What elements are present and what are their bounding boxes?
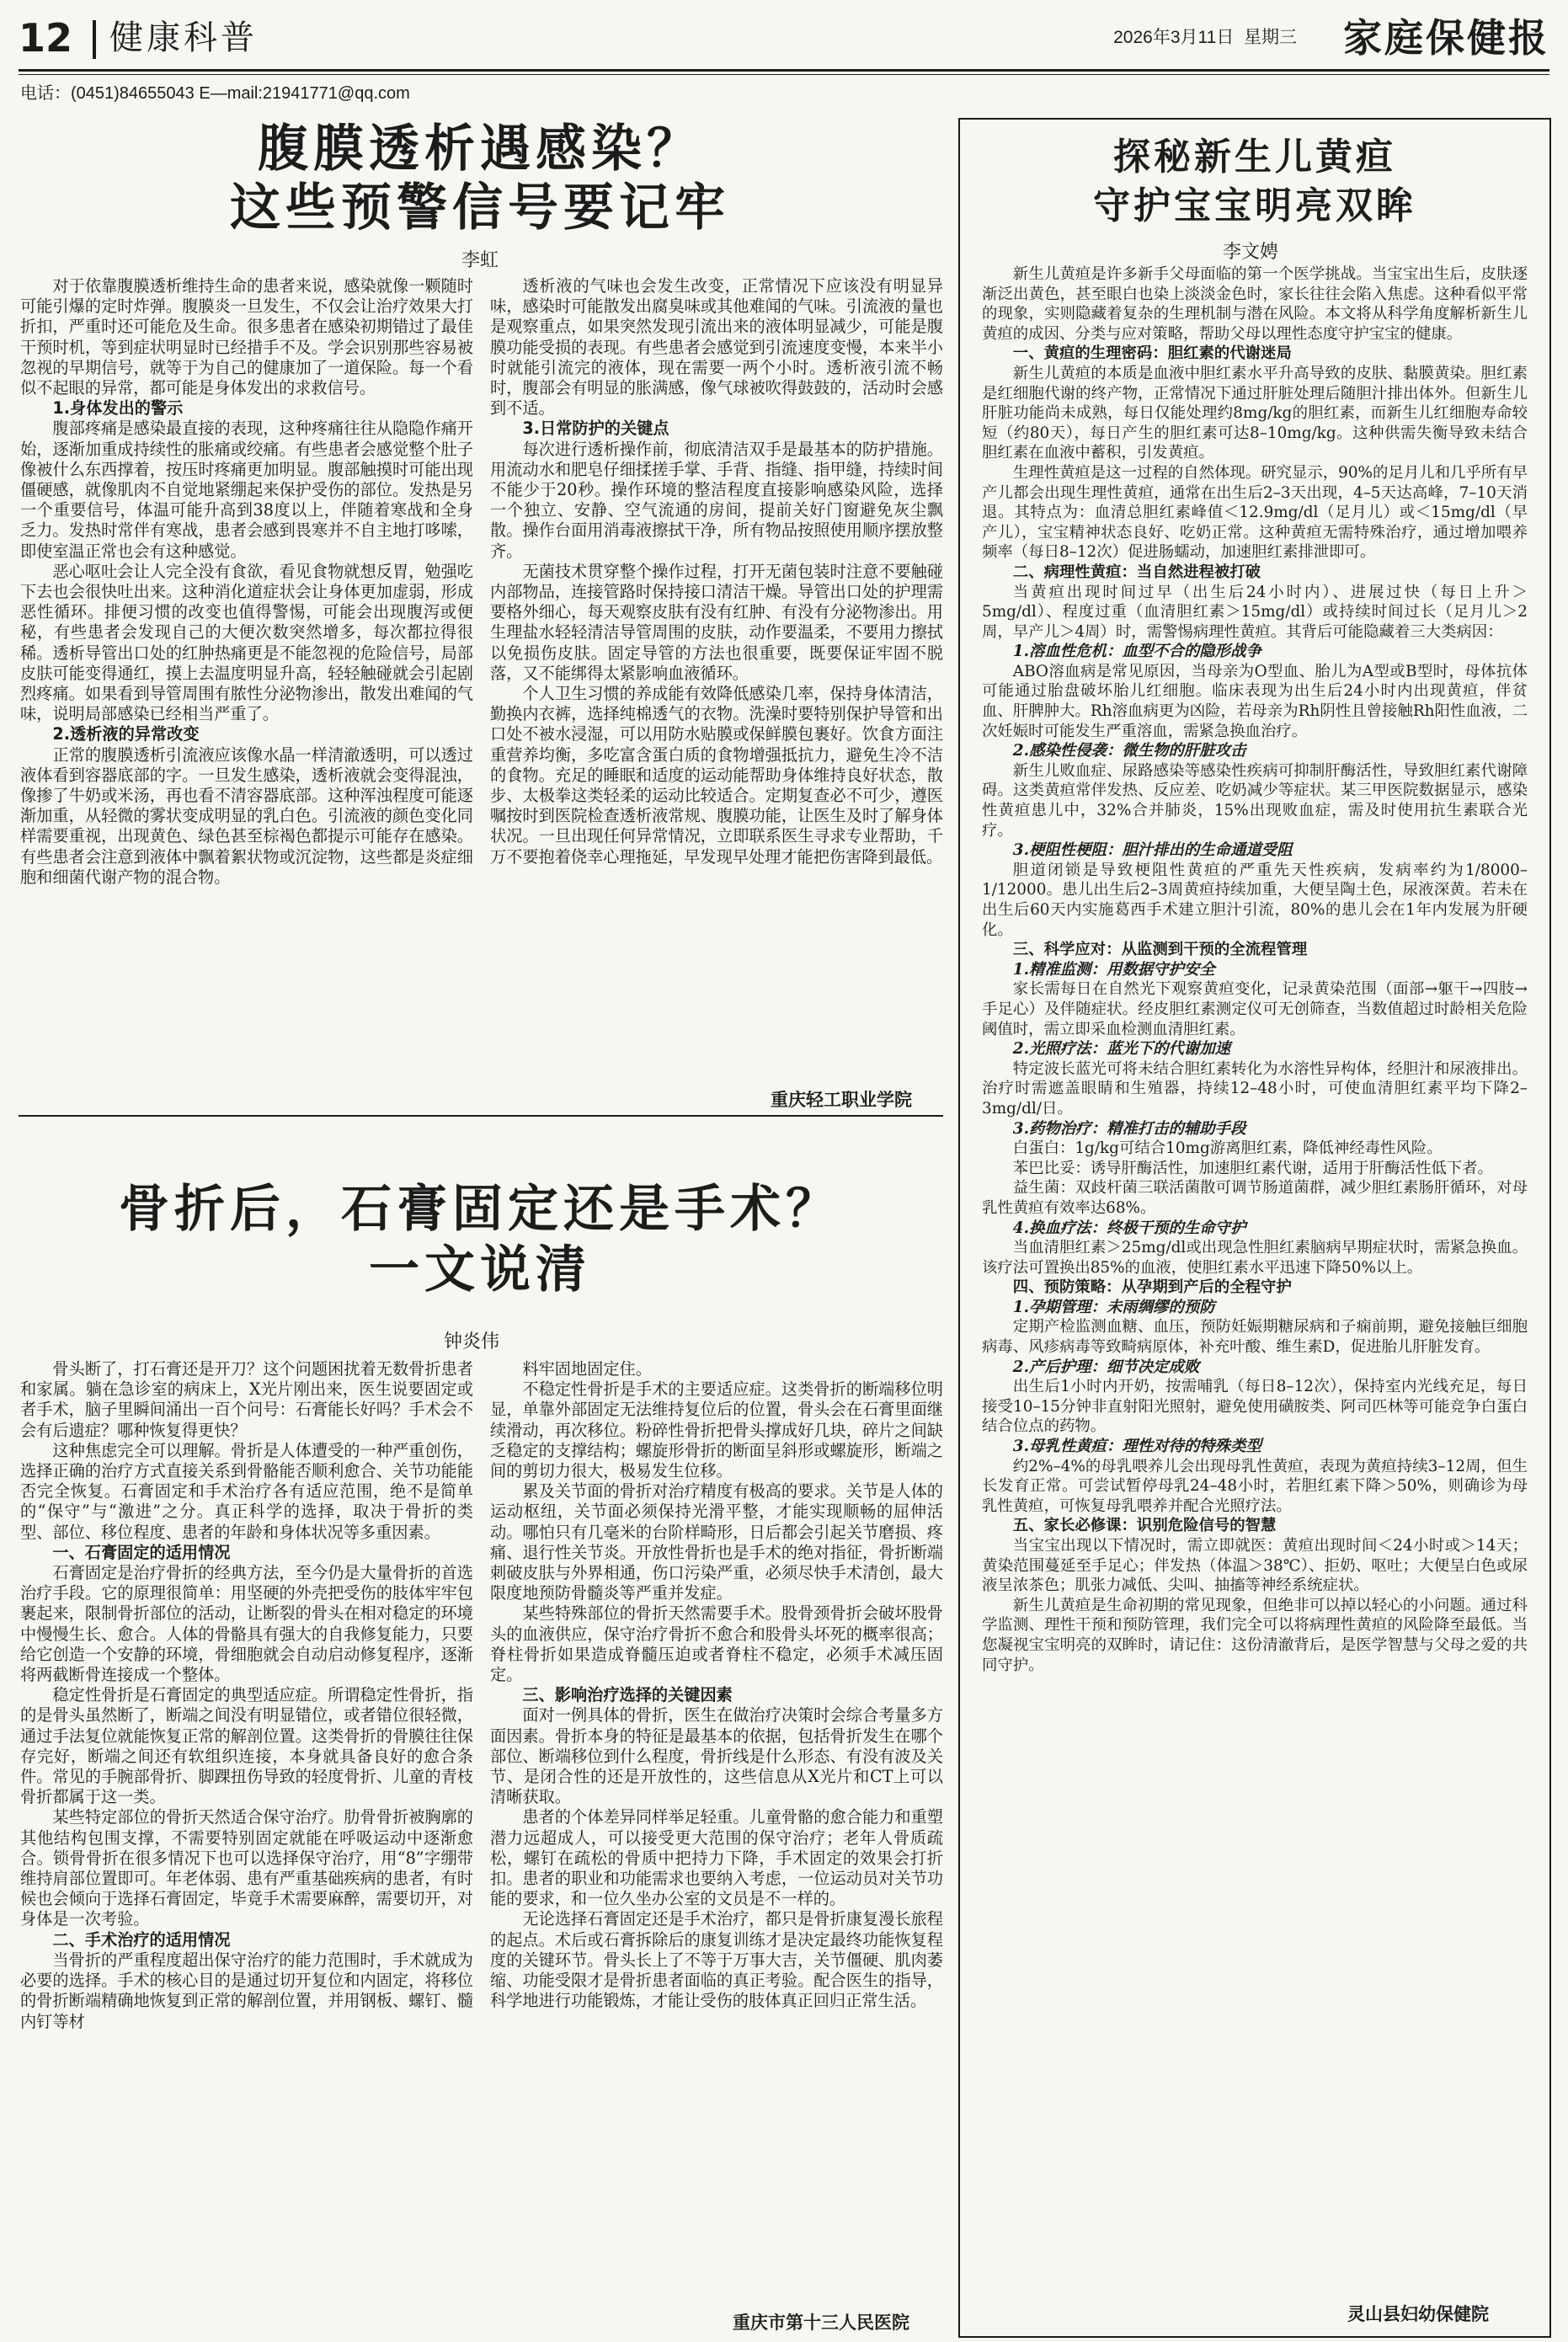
paragraph: 当宝宝出现以下情况时，需立即就医：黄疸出现时间＜24小时或＞14天；黄染范围蔓延至手足心；伴发热（体温＞38℃）、拒奶、呕吐；大便呈白色或尿液呈浓茶色；肌张力减低、尖叫、抽搐等神经系统症状。 [982, 1537, 1528, 1595]
article1-title-line2: 这些预警信号要记牢 [230, 179, 730, 237]
paragraph: 白蛋白：1g/kg可结合10mg游离胆红素，降低神经毒性风险。 [1012, 1139, 1443, 1158]
article2-title [25, 1179, 935, 1300]
subheading: 2.光照疗法：蓝光下的代谢加速 [1012, 1040, 1231, 1059]
subheading: 3.日常防护的关键点 [522, 419, 669, 439]
header-rule-thick [19, 69, 1549, 72]
subheading: 1.身体发出的警示 [52, 398, 184, 419]
article1-affiliation: 重庆轻工职业学院 [771, 1090, 912, 1110]
subheading: 一、石膏固定的适用情况 [52, 1542, 231, 1562]
page-number: 12 [19, 15, 73, 61]
paragraph: 苯巴比妥：诱导肝酶活性，加速胆红素代谢，适用于肝酶活性低下者。 [1012, 1159, 1493, 1177]
subheading: 3.药物治疗：精准打击的辅助手段 [1012, 1119, 1246, 1138]
issue-date [1113, 24, 1297, 49]
subheading: 二、手术治疗的适用情况 [52, 1929, 231, 1950]
paragraph: 稳定性骨折是石膏固定的典型适应症。所谓稳定性骨折，指的是骨头虽然断了，断端之间没有明显错位，或者错位很轻微，通过手法复位就能恢复正常的解剖位置。这类骨折的骨膜往往保存完好，断端之间还有软组织连接，本身就具备良好的愈合条件。常见的手腕部骨折、脚踝扭伤导致的轻度骨折、儿童的青枝骨折都属于这一类。 [20, 1685, 473, 1807]
subheading: 二、病理性黄疸：当自然进程被打破 [1012, 563, 1261, 581]
subheading: 五、家长必修课：识别危险信号的智慧 [1012, 1517, 1277, 1535]
contact-line: 电话：(0451)84655043 E—mail:21941771@qq.com [20, 84, 410, 103]
paragraph: 患者的个体差异同样举足轻重。儿童骨骼的愈合能力和重塑潜力远超成人，可以接受更大范围的保守治疗；老年人骨质疏松，螺钉在疏松的骨质中把持力下降，手术固定的效果会打折扣。患者的职业和功能需求也要纳入考虑，一位运动员对关节功能的要求，和一位久坐办公室的文员是不一样的。 [490, 1807, 943, 1909]
paragraph: 料牢固地固定住。 [522, 1359, 652, 1379]
subheading: 三、影响治疗选择的关键因素 [522, 1685, 733, 1705]
subheading: 一、黄疸的生理密码：胆红素的代谢迷局 [1012, 344, 1292, 363]
paragraph: 新生儿黄疸的本质是血液中胆红素水平升高导致的皮肤、黏膜黄染。胆红素是红细胞代谢的终产物，正常情况下通过肝脏处理后随胆汁排出体外。但新生儿肝脏功能尚未成熟，每日仅能处理约8mg/kg的胆红素，而新生儿红细胞寿命较短（约80天），每日产生的胆红素可达8–10mg/kg。这种供需失衡导致未结合胆红素在血液中蓄积，引发黄疸。 [982, 364, 1528, 462]
subheading: 三、科学应对：从监测到干预的全流程管理 [1012, 941, 1308, 959]
article3-title-line2: 守护宝宝明亮双眸 [1093, 184, 1416, 227]
article-divider [19, 1115, 943, 1117]
paragraph: 对于依靠腹膜透析维持生命的患者来说，感染就像一颗随时可能引爆的定时炸弹。腹膜炎一旦发生，不仅会让治疗效果大打折扣，严重时还可能危及生命。很多患者在感染初期错过了最佳干预时机，等到症状明显时已经措手不及。学会识别那些容易被忽视的早期信号，就等于为自己的健康加了一道保险。每一个看似不起眼的异常，都可能是身体发出的求救信号。 [20, 276, 473, 398]
paragraph: 当骨折的严重程度超出保守治疗的能力范围时，手术就成为必要的选择。手术的核心目的是通过切开复位和内固定，将移位的骨折断端精确地恢复到正常的解剖位置，并用钢板、螺钉、髓内钉等材 [20, 1950, 473, 2031]
paragraph: 恶心呕吐会让人完全没有食欲，看见食物就想反胃，勉强吃下去也会很快吐出来。这种消化道症状会让身体更加虚弱，形成恶性循环。排便习惯的改变也值得警惕，可能会出现腹泻或便秘，有些患者会发现自己的大便次数突然增多，每次都拉得很稀。透析导管出口处的红肿热痛更是不能忽视的危险信号，局部皮肤可能变得通红，摸上去温度明显升高，轻轻触碰就会引起剧烈疼痛。如果看到导管周围有脓性分泌物渗出，散发出难闻的气味，说明局部感染已经相当严重了。 [20, 561, 473, 724]
article1-title-line1: 腹膜透析遇感染？ [258, 120, 702, 179]
paragraph: 定期产检监测血糖、血压，预防妊娠期糖尿病和子痫前期，避免接触巨细胞病毒、风疹病毒等致畸病原体，补充叶酸、维生素D，促进胎儿肝脏发育。 [982, 1318, 1528, 1357]
article2-affiliation: 重庆市第十三人民医院 [733, 2313, 909, 2333]
article3-author: 李文娉 [1222, 242, 1278, 263]
paragraph: 个人卫生习惯的养成能有效降低感染几率，保持身体清洁，勤换内衣裤，选择纯棉透气的衣物。洗澡时要特别保护导管和出口处不被水浸湿，可以用防水贴膜或保鲜膜包裹好。饮食方面注重营养均衡，多吃富含蛋白质的食物增强抵抗力，避免生冷不洁的食物。充足的睡眠和适度的运动能帮助身体维持良好状态，散步、太极拳这类轻柔的运动比较适合。定期复查必不可少，遵医嘱按时到医院检查透析液常规、腹膜功能，让医生及时了解身体状况。一旦出现任何异常情况，立即联系医生寻求专业帮助，千万不要抱着侥幸心理拖延，早发现早处理才能把伤害降到最低。 [490, 684, 943, 867]
paragraph: 某些特定部位的骨折天然适合保守治疗。肋骨骨折被胸廓的其他结构包围支撑，不需要特别固定就能在呼吸运动中逐渐愈合。锁骨骨折在很多情况下也可以选择保守治疗，用“8”字绷带维持肩部位置即可。年老体弱、患有严重基础疾病的患者，有时候也会倾向于选择石膏固定，毕竟手术需要麻醉，需要切开，对身体是一次考验。 [20, 1807, 473, 1929]
paragraph: 益生菌：双歧杆菌三联活菌散可调节肠道菌群，减少胆红素肠肝循环，对母乳性黄疸有效率达68%。 [982, 1179, 1528, 1217]
article2-author: 钟炎伟 [443, 1331, 499, 1352]
article2-column-2 [490, 1359, 943, 2294]
paragraph: 这种焦虑完全可以理解。骨折是人体遭受的一种严重创伤，选择正确的治疗方式直接关系到骨骼能否顺利愈合、关节功能能否完全恢复。石膏固定和手术治疗各有适应范围，绝不是简单的“保守”与“激进”之分。真正科学的选择，取决于骨折的类型、部位、移位程度、患者的年龄和身体状况等多重因素。 [20, 1440, 473, 1542]
article1-column-2 [490, 276, 943, 1102]
article1-title [51, 120, 909, 237]
subheading: 四、预防策略：从孕期到产后的全程守护 [1012, 1278, 1292, 1297]
subheading: 2.产后护理：细节决定成败 [1012, 1358, 1200, 1376]
subheading: 3.梗阻性梗阻：胆汁排出的生命通道受阻 [1012, 841, 1293, 860]
subheading: 4.换血疗法：终极干预的生命守护 [1012, 1219, 1246, 1237]
article3-body [982, 264, 1528, 2296]
paragraph: 新生儿败血症、尿路感染等感染性疾病可抑制肝酶活性，导致胆红素代谢障碍。这类黄疸常伴发热、反应差、吃奶减少等症状。某三甲医院数据显示，感染性黄疸患儿中，32%合并肺炎，15%出现败血症，需及时使用抗生素联合光疗。 [982, 761, 1528, 840]
paragraph: 透析液的气味也会发生改变，正常情况下应该没有明显异味，感染时可能散发出腐臭味或其他难闻的气味。引流液的量也是观察重点，如果突然发现引流出来的液体明显减少，可能是腹膜功能受损的表现。有些患者会感觉到引流速度变慢，本来半小时就能引流完的液体，现在需要一两个小时。透析液引流不畅时，腹部会有明显的胀满感，像气球被吹得鼓鼓的，活动时会感到不适。 [490, 276, 943, 419]
date-text: 2026年3月11日 [1113, 28, 1235, 47]
article3-title [968, 133, 1541, 231]
subheading: 1.溶血性危机：血型不合的隐形战争 [1012, 643, 1261, 661]
paragraph: 无菌技术贯穿整个操作过程，打开无菌包装时注意不要触碰内部物品，连接管路时保持接口清洁干燥。导管出口处的护理需要格外细心，每天观察皮肤有没有红肿、有没有分泌物渗出。用生理盐水轻轻清洁导管周围的皮肤，动作要温柔，不要用力擦拭以免损伤皮肤。固定导管的方法也很重要，既要保证牢固不脱落，又不能绑得太紧影响血液循环。 [490, 561, 943, 683]
paragraph: 当血清胆红素＞25mg/dl或出现急性胆红素脑病早期症状时，需紧急换血。该疗法可置换出85%的血液，使胆红素水平迅速下降50%以上。 [982, 1239, 1528, 1277]
paragraph: 面对一例具体的骨折，医生在做治疗决策时会综合考量多方面因素。骨折本身的特征是最基本的依据，包括骨折发生在哪个部位、断端移位到什么程度，骨折线是什么形态、有没有波及关节、是闭合性的还是开放性的，这些信息从X光片和CT上可以清晰获取。 [490, 1705, 943, 1807]
paragraph: 累及关节面的骨折对治疗精度有极高的要求。关节是人体的运动枢纽，关节面必须保持光滑平整，才能实现顺畅的屈伸活动。哪怕只有几毫米的台阶样畸形，日后都会引起关节磨损、疼痛、退行性关节炎。开放性骨折也是手术的绝对指征，骨折断端刺破皮肤与外界相通，伤口污染严重，必须尽快手术清创，最大限度地预防骨髓炎等严重并发症。 [490, 1481, 943, 1603]
paper-name: 家庭保健报 [1343, 15, 1549, 61]
paragraph: 家长需每日在自然光下观察黄疸变化，记录黄染范围（面部→躯干→四肢→手足心）及伴随症状。经皮胆红素测定仪可无创筛查，当数值超过时龄相关危险阈值时，需立即采血检测血清胆红素。 [982, 980, 1528, 1038]
paragraph: 新生儿黄疸是许多新手父母面临的第一个医学挑战。当宝宝出生后，皮肤逐渐泛出黄色，甚至眼白也染上淡淡金色时，家长往往会陷入焦虑。这种看似平常的现象，实则隐藏着复杂的生理机制与潜在风险。本文将从科学角度解析新生儿黄疸的成因、分类与应对策略，帮助父母以理性态度守护宝宝的健康。 [982, 265, 1528, 343]
weekday-text: 星期三 [1244, 28, 1297, 47]
article3-affiliation: 灵山县妇幼保健院 [1347, 2304, 1489, 2324]
paragraph: 不稳定性骨折是手术的主要适应症。这类骨折的断端移位明显，单靠外部固定无法维持复位后的位置，骨头会在石膏里面继续滑动，再次移位。粉碎性骨折把骨头撑成好几块，碎片之间缺乏稳定的支撑结构；螺旋形骨折的断面呈斜形或螺旋形，断端之间的剪切力很大，极易发生位移。 [490, 1379, 943, 1481]
subheading: 2.感染性侵袭：微生物的肝脏攻击 [1012, 742, 1246, 760]
article3-title-line1: 探秘新生儿黄疸 [1113, 136, 1396, 179]
paragraph: 石膏固定是治疗骨折的经典方法，至今仍是大量骨折的首选治疗手段。它的原理很简单：用坚硬的外壳把受伤的肢体牢牢包裹起来，限制骨折部位的活动，让断裂的骨头在相对稳定的环境中慢慢生长、愈合。人体的骨骼具有强大的自我修复能力，只要给它创造一个安静的环境，骨细胞就会自动启动修复程序，逐渐将两截断骨连接成一个整体。 [20, 1563, 473, 1685]
paragraph: 新生儿黄疸是生命初期的常见现象，但绝非可以掉以轻心的小问题。通过科学监测、理性干预和预防管理，我们完全可以将病理性黄疸的风险降至最低。当您凝视宝宝明亮的双眸时，请记住：这份清澈背后，是医学智慧与父母之爱的共同守护。 [982, 1596, 1528, 1674]
subheading: 1.精准监测：用数据守护安全 [1012, 960, 1215, 979]
subheading: 2.透析液的异常改变 [52, 724, 200, 744]
article2-column-1 [20, 1359, 473, 2328]
header-rule-thin [19, 74, 1549, 75]
paragraph: 出生后1小时内开奶，按需哺乳（每日8–12次），保持室内光线充足，每日接受10–15分钟非直射阳光照射，避免使用磺胺类、阿司匹林等可能竞争白蛋白结合位点的药物。 [982, 1378, 1528, 1436]
subheading: 3.母乳性黄疸：理性对待的特殊类型 [1012, 1438, 1261, 1456]
article2-title-line1: 骨折后，石膏固定还是手术？ [119, 1180, 841, 1239]
article1-column-1 [20, 276, 473, 1102]
paragraph: 特定波长蓝光可将未结合胆红素转化为水溶性异构体，经胆汁和尿液排出。治疗时需遮盖眼睛和生殖器，持续12–48小时，可使血清胆红素平均下降2–3mg/dl/日。 [982, 1059, 1528, 1118]
paragraph: 某些特殊部位的骨折天然需要手术。股骨颈骨折会破坏股骨头的血液供应，保守治疗骨折不愈合和股骨头坏死的概率很高；脊柱骨折如果造成脊髓压迫或者脊柱不稳定，必须手术减压固定。 [490, 1603, 943, 1685]
paragraph: 每次进行透析操作前，彻底清洁双手是最基本的防护措施。用流动水和肥皂仔细揉搓手掌、手背、指缝、指甲缝，持续时间不能少于20秒。操作环境的整洁程度直接影响感染风险，选择一个独立、安静、空气流通的房间，提前关好门窗避免灰尘飘散。操作台面用消毒液擦拭干净，所有物品按照使用顺序摆放整齐。 [490, 439, 943, 561]
paragraph: 约2%–4%的母乳喂养儿会出现母乳性黄疸，表现为黄疸持续3–12周，但生长发育正常。可尝试暂停母乳24–48小时，若胆红素下降＞50%，则确诊为母乳性黄疸，可恢复母乳喂养并配合光照疗法。 [982, 1457, 1528, 1515]
paragraph: 胆道闭锁是导致梗阻性黄疸的严重先天性疾病，发病率约为1/8000–1/12000。患儿出生后2–3周黄疸持续加重，大便呈陶土色，尿液深黄。若未在出生后60天内实施葛西手术建立胆汁引流，80%的患儿会在1年内发展为肝硬化。 [982, 861, 1528, 939]
article1-author: 李虹 [461, 250, 499, 271]
article2-title-line2: 一文说清 [369, 1240, 591, 1299]
section-title: 健康科普 [109, 19, 258, 57]
paragraph: 腹部疼痛是感染最直接的表现，这种疼痛往往从隐隐作痛开始，逐渐加重成持续性的胀痛或绞痛。有些患者会感觉整个肚子像被什么东西撑着，按压时疼痛更加明显。腹部触摸时可能出现僵硬感，就像肌肉不自觉地紧绷起来保护受伤的部位。发热是另一个重要信号，体温可能升高到38度以上，伴随着寒战和全身乏力。发热时常伴有寒战，患者会感到畏寒并不自主地打哆嗦，即使室温正常也会有这种感觉。 [20, 419, 473, 561]
masthead-divider [93, 20, 96, 59]
paragraph: 无论选择石膏固定还是手术治疗，都只是骨折康复漫长旅程的起点。术后或石膏拆除后的康复训练才是决定最终功能恢复程度的关键环节。骨头长上了不等于万事大吉，关节僵硬、肌肉萎缩、功能受限才是骨折患者面临的真正考验。配合医生的指导，科学地进行功能锻炼，才能让受伤的肢体真正回归正常生活。 [490, 1909, 943, 2011]
paragraph: 正常的腹膜透析引流液应该像水晶一样清澈透明，可以透过液体看到容器底部的字。一旦发生感染，透析液就会变得混浊，像掺了牛奶或米汤，再也看不清容器底部。这种浑浊程度可能逐渐加重，从轻微的雾状变成明显的乳白色。引流液的颜色变化同样需要重视，出现黄色、绿色甚至棕褐色都提示可能存在感染。有些患者会注意到液体中飘着絮状物或沉淀物，这些都是炎症细胞和细菌代谢产物的混合物。 [20, 744, 473, 887]
paragraph: 当黄疸出现时间过早（出生后24小时内）、进展过快（每日上升＞5mg/dl）、程度过重（血清胆红素＞15mg/dl）或持续时间过长（足月儿＞2周，早产儿＞4周）时，需警惕病理性黄疸。其背后可能隐藏着三大类病因： [982, 583, 1528, 641]
paragraph: ABO溶血病是常见原因，当母亲为O型血、胎儿为A型或B型时，母体抗体可能通过胎盘破坏胎儿红细胞。临床表现为出生后24小时内出现黄疸，伴贫血、肝脾肿大。Rh溶血病更为凶险，若母亲为Rh阴性且曾接触Rh阳性血液，二次妊娠时可能发生严重溶血，需紧急换血治疗。 [982, 662, 1528, 740]
masthead [19, 12, 1549, 64]
subheading: 1.孕期管理：未雨绸缪的预防 [1012, 1298, 1215, 1316]
paragraph: 骨头断了，打石膏还是开刀？这个问题困扰着无数骨折患者和家属。躺在急诊室的病床上，X光片刚出来，医生说要固定或者手术，脑子里瞬间涌出一百个问号：石膏能长好吗？手术会不会有后遗症？哪种恢复得更快？ [20, 1359, 473, 1440]
paragraph: 生理性黄疸是这一过程的自然体现。研究显示，90%的足月儿和几乎所有早产儿都会出现生理性黄疸，通常在出生后2–3天出现，4–5天达高峰，7–10天消退。其特点为：血清总胆红素峰值＜12.9mg/dl（足月儿）或＜15mg/dl（早产儿），宝宝精神状态良好、吃奶正常。这种黄疸无需特殊治疗，通过增加喂养频率（每日8–12次）促进肠蠕动，加速胆红素排泄即可。 [982, 463, 1528, 562]
